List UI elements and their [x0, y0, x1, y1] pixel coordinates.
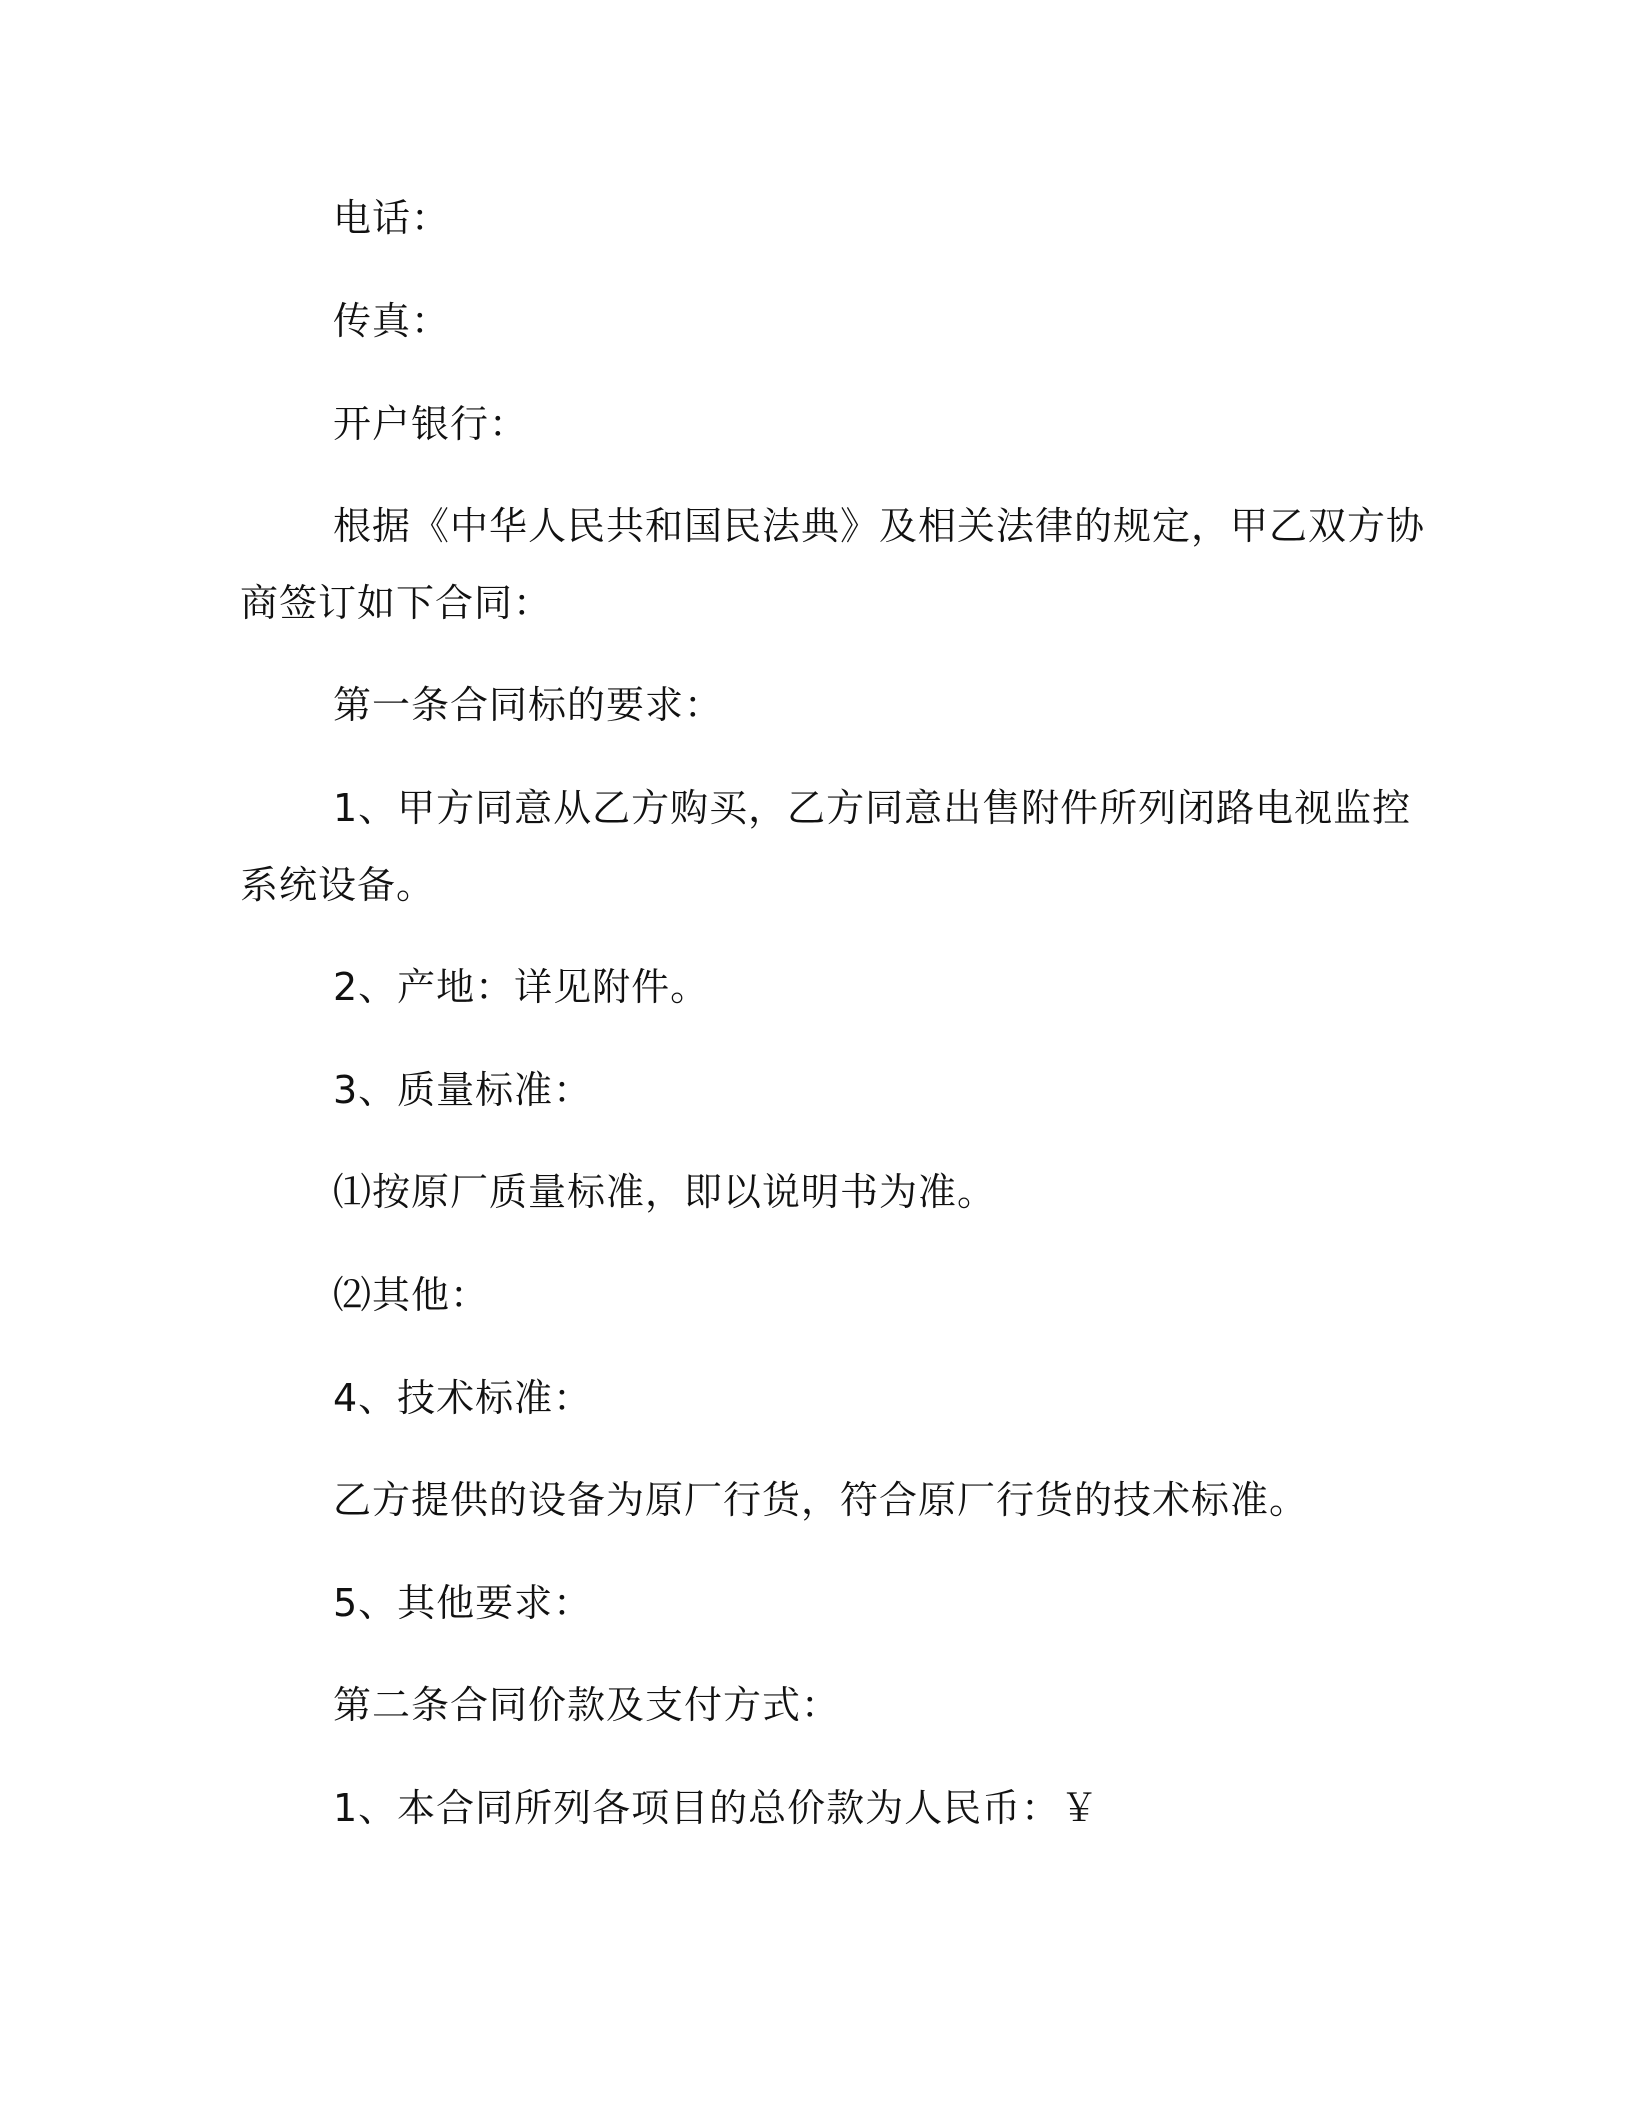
clause-1-line-1: 1、甲方同意从乙方购买，乙方同意出售附件所列闭路电视监控 [333, 786, 1412, 830]
bank-label: 开户银行： [333, 402, 529, 446]
article-1-heading: 第一条合同标的要求： [333, 683, 724, 727]
preamble-line-2: 商签订如下合同： [240, 581, 553, 625]
fax-label: 传真： [333, 299, 451, 343]
quality-item-1: ⑴按原厂质量标准，即以说明书为准。 [333, 1170, 997, 1214]
quality-item-2: ⑵其他： [333, 1273, 490, 1317]
clause-5-other: 5、其他要求： [333, 1581, 593, 1625]
clause-1-line-2: 系统设备。 [240, 863, 436, 907]
clause-4-technical: 4、技术标准： [333, 1376, 593, 1420]
clause-3-quality: 3、质量标准： [333, 1068, 593, 1112]
price-clause-1: 1、本合同所列各项目的总价款为人民币：￥ [333, 1786, 1100, 1830]
technical-description: 乙方提供的设备为原厂行货，符合原厂行货的技术标准。 [333, 1478, 1309, 1522]
article-2-heading: 第二条合同价款及支付方式： [333, 1683, 841, 1727]
clause-2-origin: 2、产地：详见附件。 [333, 965, 710, 1009]
preamble-line-1: 根据《中华人民共和国民法典》及相关法律的规定，甲乙双方协 [333, 504, 1426, 548]
phone-label: 电话： [333, 196, 451, 240]
